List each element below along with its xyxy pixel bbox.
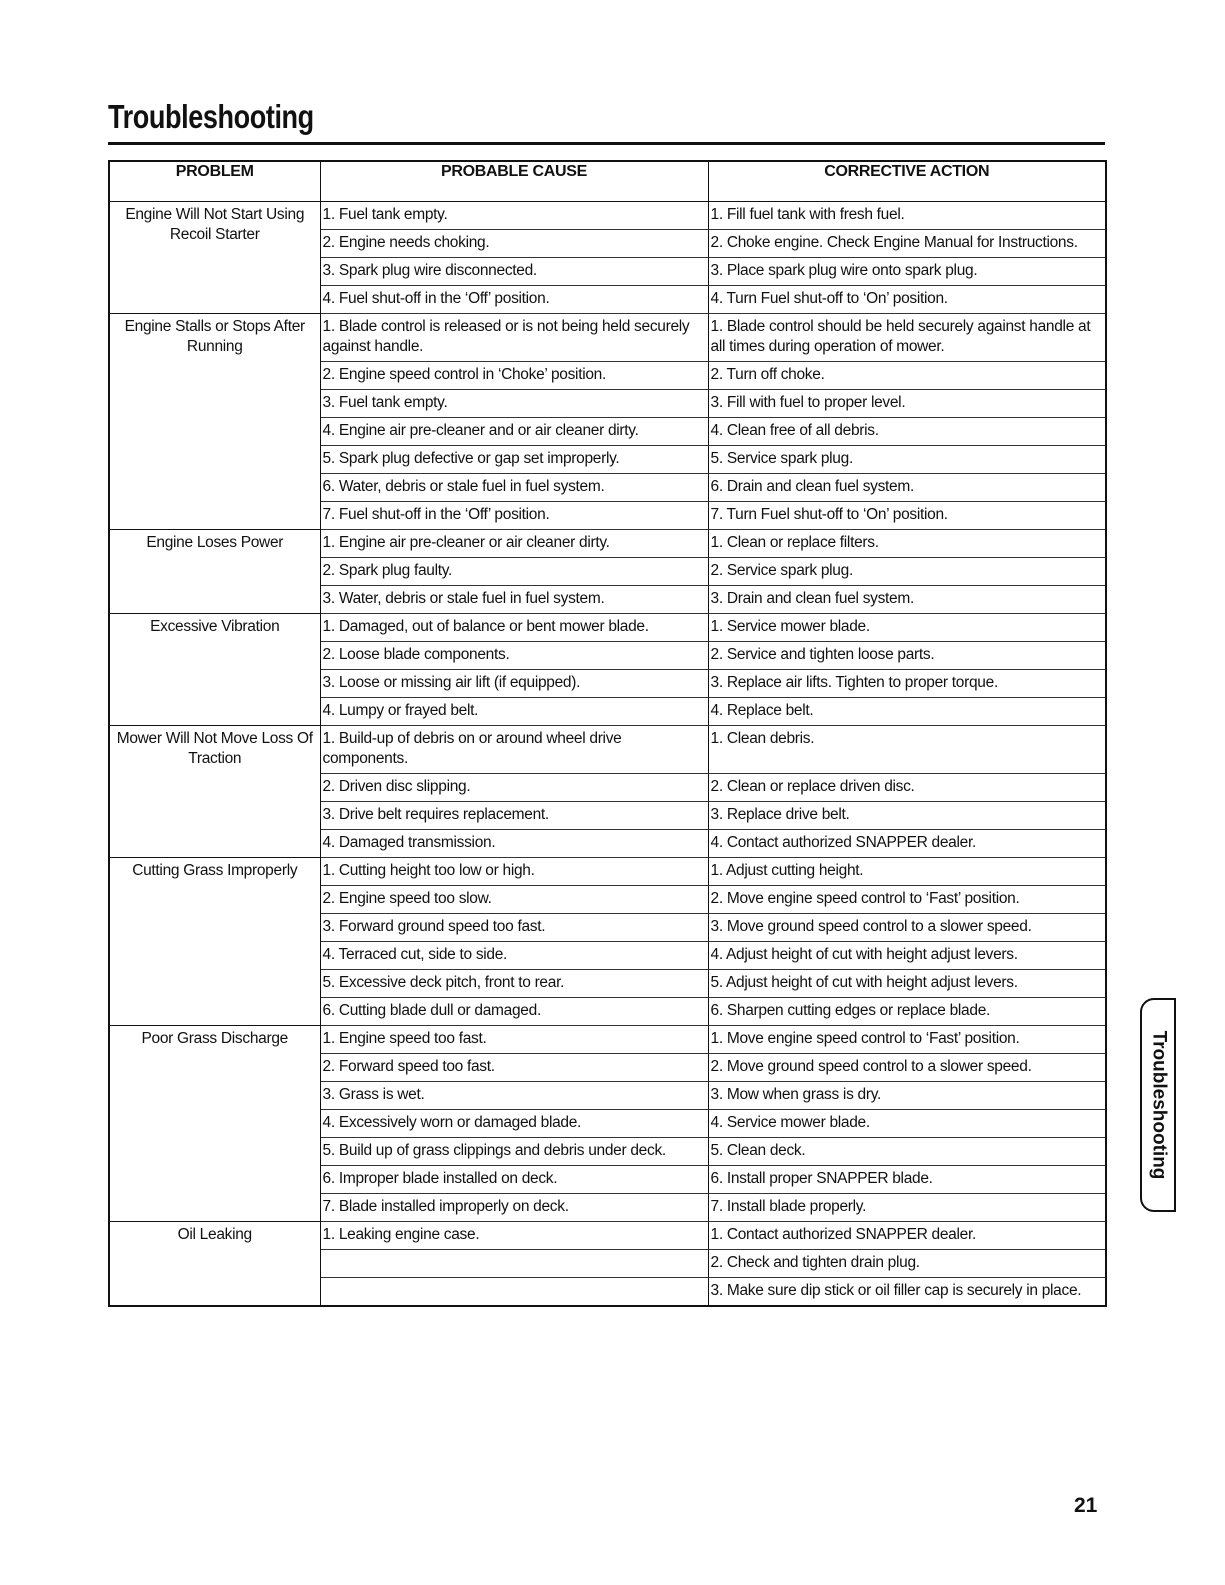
action-cell: 1. Service mower blade. <box>708 614 1106 642</box>
action-cell: 6. Install proper SNAPPER blade. <box>708 1166 1106 1194</box>
action-cell: 1. Move engine speed control to ‘Fast’ position. <box>708 1026 1106 1054</box>
table-row <box>109 726 1106 774</box>
action-cell: 4. Turn Fuel shut-off to ‘On’ position. <box>708 286 1106 314</box>
action-cell: 2. Service and tighten loose parts. <box>708 642 1106 670</box>
cause-cell: 4. Excessively worn or damaged blade. <box>320 1110 708 1138</box>
action-cell: 2. Clean or replace driven disc. <box>708 774 1106 802</box>
action-cell: 3. Place spark plug wire onto spark plug. <box>708 258 1106 286</box>
cause-cell: 1. Engine air pre-cleaner or air cleaner dirty. <box>320 530 708 558</box>
action-cell: 3. Make sure dip stick or oil filler cap is securely in place. <box>708 1278 1106 1307</box>
problem-cell: Excessive Vibration <box>109 614 320 726</box>
cause-cell: 6. Cutting blade dull or damaged. <box>320 998 708 1026</box>
cause-cell: 1. Build-up of debris on or around wheel drive components. <box>320 726 708 774</box>
cause-cell: 4. Lumpy or frayed belt. <box>320 698 708 726</box>
action-cell: 3. Move ground speed control to a slower speed. <box>708 914 1106 942</box>
action-cell: 3. Drain and clean fuel system. <box>708 586 1106 614</box>
cause-cell: 1. Engine speed too fast. <box>320 1026 708 1054</box>
table-row <box>109 858 1106 886</box>
action-cell: 2. Service spark plug. <box>708 558 1106 586</box>
cause-cell: 4. Damaged transmission. <box>320 830 708 858</box>
action-cell: 2. Turn off choke. <box>708 362 1106 390</box>
cause-cell <box>320 1278 708 1307</box>
cause-cell: 3. Grass is wet. <box>320 1082 708 1110</box>
action-cell: 3. Replace air lifts. Tighten to proper torque. <box>708 670 1106 698</box>
cause-cell: 2. Loose blade components. <box>320 642 708 670</box>
action-cell: 1. Fill fuel tank with fresh fuel. <box>708 202 1106 230</box>
cause-cell: 2. Engine speed too slow. <box>320 886 708 914</box>
cause-cell: 4. Terraced cut, side to side. <box>320 942 708 970</box>
title-rule <box>108 142 1105 145</box>
cause-cell: 2. Forward speed too fast. <box>320 1054 708 1082</box>
cause-cell: 7. Blade installed improperly on deck. <box>320 1194 708 1222</box>
cause-cell: 2. Spark plug faulty. <box>320 558 708 586</box>
action-cell: 2. Check and tighten drain plug. <box>708 1250 1106 1278</box>
action-cell: 2. Choke engine. Check Engine Manual for Instructions. <box>708 230 1106 258</box>
action-cell: 7. Install blade properly. <box>708 1194 1106 1222</box>
action-cell: 4. Replace belt. <box>708 698 1106 726</box>
action-cell: 2. Move ground speed control to a slower speed. <box>708 1054 1106 1082</box>
table-row <box>109 614 1106 642</box>
cause-cell: 1. Blade control is released or is not being held securely against handle. <box>320 314 708 362</box>
cause-cell: 1. Fuel tank empty. <box>320 202 708 230</box>
problem-cell: Engine Will Not Start Using Recoil Starter <box>109 202 320 314</box>
action-cell: 4. Service mower blade. <box>708 1110 1106 1138</box>
action-cell: 5. Adjust height of cut with height adjust levers. <box>708 970 1106 998</box>
cause-cell: 5. Excessive deck pitch, front to rear. <box>320 970 708 998</box>
table-row <box>109 1222 1106 1250</box>
cause-cell: 2. Driven disc slipping. <box>320 774 708 802</box>
cause-cell: 1. Leaking engine case. <box>320 1222 708 1250</box>
table-header-row <box>109 161 1106 202</box>
cause-cell: 1. Damaged, out of balance or bent mower blade. <box>320 614 708 642</box>
cause-cell: 2. Engine speed control in ‘Choke’ position. <box>320 362 708 390</box>
action-cell: 1. Blade control should be held securely against handle at all times during operation of mower. <box>708 314 1106 362</box>
action-cell: 5. Service spark plug. <box>708 446 1106 474</box>
action-cell: 4. Contact authorized SNAPPER dealer. <box>708 830 1106 858</box>
cause-cell: 4. Fuel shut-off in the ‘Off’ position. <box>320 286 708 314</box>
cause-cell: 6. Water, debris or stale fuel in fuel system. <box>320 474 708 502</box>
cause-cell: 1. Cutting height too low or high. <box>320 858 708 886</box>
action-cell: 1. Adjust cutting height. <box>708 858 1106 886</box>
action-cell: 1. Clean or replace filters. <box>708 530 1106 558</box>
cause-cell: 5. Spark plug defective or gap set improperly. <box>320 446 708 474</box>
action-cell: 5. Clean deck. <box>708 1138 1106 1166</box>
table-row <box>109 1026 1106 1054</box>
cause-cell: 5. Build up of grass clippings and debris under deck. <box>320 1138 708 1166</box>
action-cell: 1. Clean debris. <box>708 726 1106 774</box>
cause-cell: 2. Engine needs choking. <box>320 230 708 258</box>
action-cell: 3. Replace drive belt. <box>708 802 1106 830</box>
action-cell: 3. Fill with fuel to proper level. <box>708 390 1106 418</box>
header-probable-cause: PROBABLE CAUSE <box>320 161 708 202</box>
table-row <box>109 314 1106 362</box>
table-row <box>109 530 1106 558</box>
cause-cell: 4. Engine air pre-cleaner and or air cleaner dirty. <box>320 418 708 446</box>
page-number: 21 <box>1074 1494 1098 1517</box>
cause-cell <box>320 1250 708 1278</box>
section-tab-label: Troubleshooting <box>1148 1030 1170 1180</box>
action-cell: 4. Adjust height of cut with height adjust levers. <box>708 942 1106 970</box>
action-cell: 4. Clean free of all debris. <box>708 418 1106 446</box>
cause-cell: 3. Loose or missing air lift (if equipped). <box>320 670 708 698</box>
action-cell: 1. Contact authorized SNAPPER dealer. <box>708 1222 1106 1250</box>
troubleshooting-table <box>108 160 1107 1307</box>
action-cell: 2. Move engine speed control to ‘Fast’ position. <box>708 886 1106 914</box>
problem-cell: Mower Will Not Move Loss Of Traction <box>109 726 320 858</box>
cause-cell: 3. Spark plug wire disconnected. <box>320 258 708 286</box>
cause-cell: 3. Fuel tank empty. <box>320 390 708 418</box>
problem-cell: Engine Stalls or Stops After Running <box>109 314 320 530</box>
header-problem: PROBLEM <box>109 161 320 202</box>
header-corrective-action: CORRECTIVE ACTION <box>824 163 990 180</box>
page-title: Troubleshooting <box>108 98 314 135</box>
cause-cell: 7. Fuel shut-off in the ‘Off’ position. <box>320 502 708 530</box>
cause-cell: 6. Improper blade installed on deck. <box>320 1166 708 1194</box>
problem-cell: Cutting Grass Improperly <box>109 858 320 1026</box>
problem-cell: Engine Loses Power <box>109 530 320 614</box>
cause-cell: 3. Drive belt requires replacement. <box>320 802 708 830</box>
problem-cell: Oil Leaking <box>109 1222 320 1307</box>
problem-cell: Poor Grass Discharge <box>109 1026 320 1222</box>
action-cell: 6. Drain and clean fuel system. <box>708 474 1106 502</box>
action-cell: 3. Mow when grass is dry. <box>708 1082 1106 1110</box>
cause-cell: 3. Forward ground speed too fast. <box>320 914 708 942</box>
table-row <box>109 202 1106 230</box>
cause-cell: 3. Water, debris or stale fuel in fuel system. <box>320 586 708 614</box>
action-cell: 6. Sharpen cutting edges or replace blade. <box>708 998 1106 1026</box>
action-cell: 7. Turn Fuel shut-off to ‘On’ position. <box>708 502 1106 530</box>
